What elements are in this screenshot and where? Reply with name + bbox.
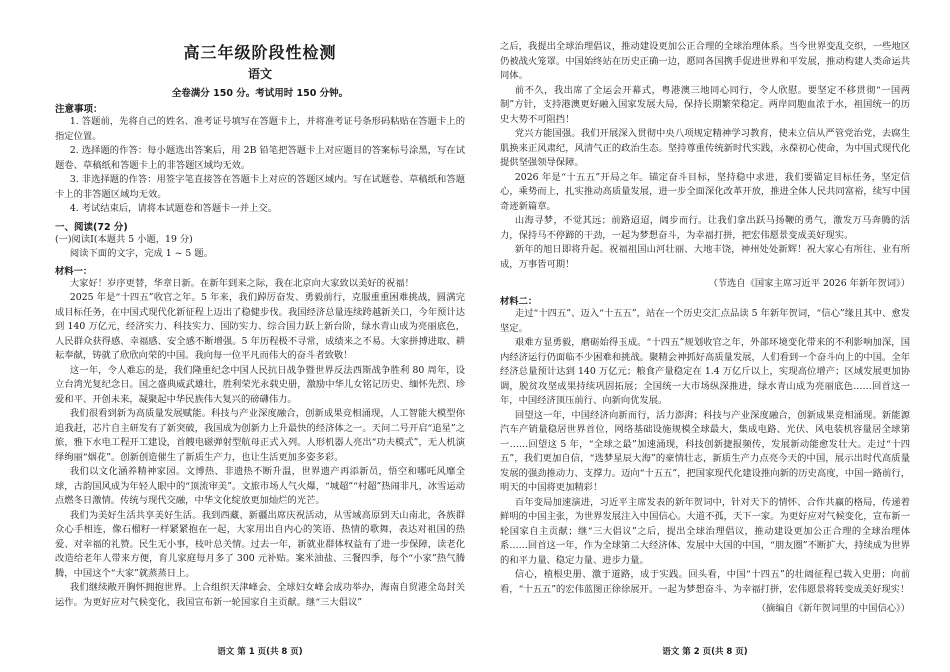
note-item: 1. 答题前，先将自己的姓名、准考证号填写在答题卡上，并将准考证号条形码粘贴在答题卡上的指定位置。 [55,116,465,142]
paragraph: 大家好！岁序更替，华章日新。在新年到来之际，我在北京向大家致以美好的祝福！ [69,277,414,289]
paragraph: 新年的旭日即将升起。祝福祖国山河壮丽、大地丰饶，神州处处新辉！祝大家心有所往、业有所成，万事皆可期！ [500,244,910,270]
paragraph: 前不久，我出席了全运会开幕式，粤港澳三地同心同行，令人欣慰。要坚定不移贯彻“一国两制”方针，支持港澳更好融入国家发展大局，保持长期繁荣稳定。两岸同胞血浓于水，祖国统一的历史大势不可阻挡！ [500,84,910,125]
note-item: 3. 非选择题的作答：用签字笔直接答在答题卡上对应的答题区域内。写在试题卷、草稿纸和答题卡上的非答题区域均无效。 [55,174,465,200]
subsection-heading: (一)阅读Ⅰ(本题共 5 小题，19 分) [55,233,193,245]
paragraph: 走过“十四五”、迈入“十五五”，站在一个历史交汇点品读 5 年新年贺词，“信心”缘且其中、愈发坚定。 [500,308,910,334]
paragraph: 山海寻梦，不觉其远；前路迢迢，阔步而行。让我们拿出跃马扬鞭的勇气，激发万马奔腾的活力，保持马不停蹄的干劲，一起为梦想奋斗，为幸福打拼，把宏伟愿景变成美好现实。 [500,215,910,241]
material-2-label: 材料二： [500,296,538,307]
paragraph: 我们继续敞开胸怀拥抱世界。上合组织天津峰会、全球妇女峰会成功举办，海南自贸港全岛封关运作。为更好应对气候变化，我国宣布新一轮国家自主贡献。继“三大倡议” [55,582,465,608]
paragraph: 百年变局加速演进，习近平主席发表的新年贺词中，针对天下的情怀、合作共赢的格局，传递着鲜明的中国主张，为世界发展注入中国信心。大道不孤，天下一家。为更好应对气候变化，宣布新一轮国家自主贡献；继“三大倡议”之后，提出全球治理倡议，推动建设更加公正合理的全球治理体系……回首这一年，作为全球第二大经济体、发展中大国的中国，“朋友圈”不断扩大，持续成为世界的和平力量、稳定力量、进步力量。 [500,496,910,566]
section-heading: 一、阅读(72 分) [55,221,128,233]
paragraph: 之后，我提出全球治理倡议，推动建设更加公正合理的全球治理体系。当今世界变乱交织，一些地区仍被战火笼罩。中国始终站在历史正确一边，愿同各国携手促进世界和平发展，推动构建人类命运共同体。 [500,41,910,81]
paragraph: 党兴方能国强。我们开展深入贯彻中央八项规定精神学习教育，使未立信从严管党治党，去腐生肌换来正风肃纪，风清气正的政治生态。坚持尊重传统新时代实践，永葆初心使命，为中国式现代化提供坚强领导保障。 [500,128,910,168]
note-item: 2. 选择题的作答：每小题选出答案后，用 2B 铅笔把答题卡上对应题目的答案标号涂黑，写在试题卷、草稿纸和答题卡上的非答题区域均无效。 [55,145,465,171]
subject-label: 语文 [247,67,272,81]
paragraph: 信心，植根史册、激于道路，成于实践。回头看，中国“十四五”的壮阔征程已载入史册；向前看，“十五五”的宏伟蓝图正徐徐展开。一起为梦想奋斗、为幸福打拼，宏伟愿景将转变成美好现实！ [500,569,910,595]
material-1-label: 材料一： [55,265,93,277]
note-item: 4. 考试结束后，请将本试题卷和答题卡一并上交。 [69,203,277,214]
page-footer: 语文 第 1 页(共 8 页) [217,647,303,657]
exam-page-1 [55,0,465,672]
notes-heading: 注意事项： [55,104,103,115]
paragraph: 我们以文化涵养精神家园。文博热、非遗热不断升温，世界遗产再添新员，悟空和哪吒风靡全球，古韵国风成为年轻人眼中的“顶流审美”。文旅市场人气火爆，“城超”“村超”热闹非凡，冰雪运动点燃冬日激情。传统与现代交融，中华文化绽放更加灿烂的光芒。 [55,466,465,506]
paragraph: 艰难方显勇毅，磨砺始得玉成。“十四五”规划收官之年，外部环境变化带来的不利影响加深，国内经济运行仍面临不少困难和挑战。聚精会神抓好高质量发展，人们看到一个奋斗向上的中国。全年经济总量预计达到 140 万亿元；粮食产量稳定在 1.4 万亿斤以上，实现高位增产；区域发展更加协调，脱贫攻坚成果持续巩固拓展；全国统一大市场纵深推进，绿水青山成为亮丽底色……回首这一年，中国经济顶压前行、向新向优发展。 [500,337,910,406]
paragraph: 我们为美好生活共享美好生活。我到西藏、新疆出席庆祝活动，从雪域高原到天山南北，各族群众心手相连，像石榴籽一样紧紧抱在一起，大家用出自内心的笑语、热情的歌舞，表达对祖国的热爱、对幸福的礼赞。民生无小事，枝叶总关情。过去一年，新就业群体权益有了进一步保障，读老化改造给老年人带来方便，育儿家庭每月多了 300 元补贴。案米油盐、三餐四季，每个“小家”热气腾腾，中国这个“大家”就蒸蒸日上。 [55,509,465,579]
exam-meta: 全卷满分 150 分。考试用时 150 分钟。 [171,88,349,99]
paragraph: 这一年，令人难忘的是，我们隆重纪念中国人民抗日战争暨世界反法西斯战争胜利 80 周年，设立台湾光复纪念日。国之盛典威武雄壮，胜利荣光永载史册，激励中华儿女铭记历史、缅怀先烈、珍爱和平、开创未来，凝聚起中华民族伟大复兴的磅礴伟力。 [55,364,465,405]
exam-title: 高三年级阶段性检测 [183,43,337,62]
paragraph: 我们很看到新为高质量发展赋能。科技与产业深度融合，创新成果竞相涌现，人工智能大模型你追我赶，芯片自主研发有了新突破，我国成为创新力上升最快的经济体之一。天问二号开启“追星”之旅，雅下水电工程开工建设，首艘电磁弹射型航母正式入列。人形机器人亮出“功夫模式”，无人机演绎绚丽“烟花”。创新创造催生了新质生产力，也让生活更加多姿多彩。 [55,408,465,463]
exam-page-2 [500,0,910,672]
instruction: 阅读下面的文字，完成 1 ~ 5 题。 [69,248,213,259]
source-citation: （节选自《国家主席习近平 2026 年新年贺词》） [708,278,910,289]
paragraph: 回望这一年，中国经济向新而行，活力澎湃；科技与产业深度融合，创新成果竞相涌现。新能源汽车产销量稳居世界首位，网络基础设施规模全球最大，集成电路、光伏、风电装机容量居全球第一……回望这 5 年，“全球之最”加速涌现，科技创新捷报频传，发展新动能愈发壮大。走过“十四五”，我们更加自信，“选梦星辰大海”的豪情壮志，新质生产力点亮今天的中国，展示出时代高质量发展的强劲推动力、支撑力。迈向“十五五”，把国家现代化建设推向新的历史高度，中国一路前行，明天的中国将更加精彩！ [500,409,910,493]
paragraph: 2026 年是“十五五”开局之年。锚定奋斗目标，坚持稳中求进，我们要锚定目标任务，坚定信心，乘势而上，扎实推动高质量发展，进一步全面深化改革开放，推进全体人民共同富裕，续写中国奇迹新篇章。 [500,171,910,212]
paragraph: 2025 年是“十四五”收官之年。5 年来，我们踔厉奋发、勇毅前行，克服重重困难挑战，圆满完成目标任务，在中国式现代化新征程上迈出了稳健步伐。我国经济总量连续跨越新关口，今年预计达到 140 万亿元，经济实力、科技实力、国防实力、综合国力跃上新台阶，绿水青山成为亮丽底色，人民群众获得感、幸福感、安全感不断增强。5 年历程极不寻常，成绩来之不易。大家拼搏进取、耕耘奉献，铸就了欣欣向荣的中国。我向每一位平凡而伟大的奋斗者致敬！ [55,292,465,361]
page-footer: 语文 第 2 页(共 8 页) [662,647,748,657]
source-citation: （摘编自《新年贺词里的中国信心》） [756,603,910,614]
